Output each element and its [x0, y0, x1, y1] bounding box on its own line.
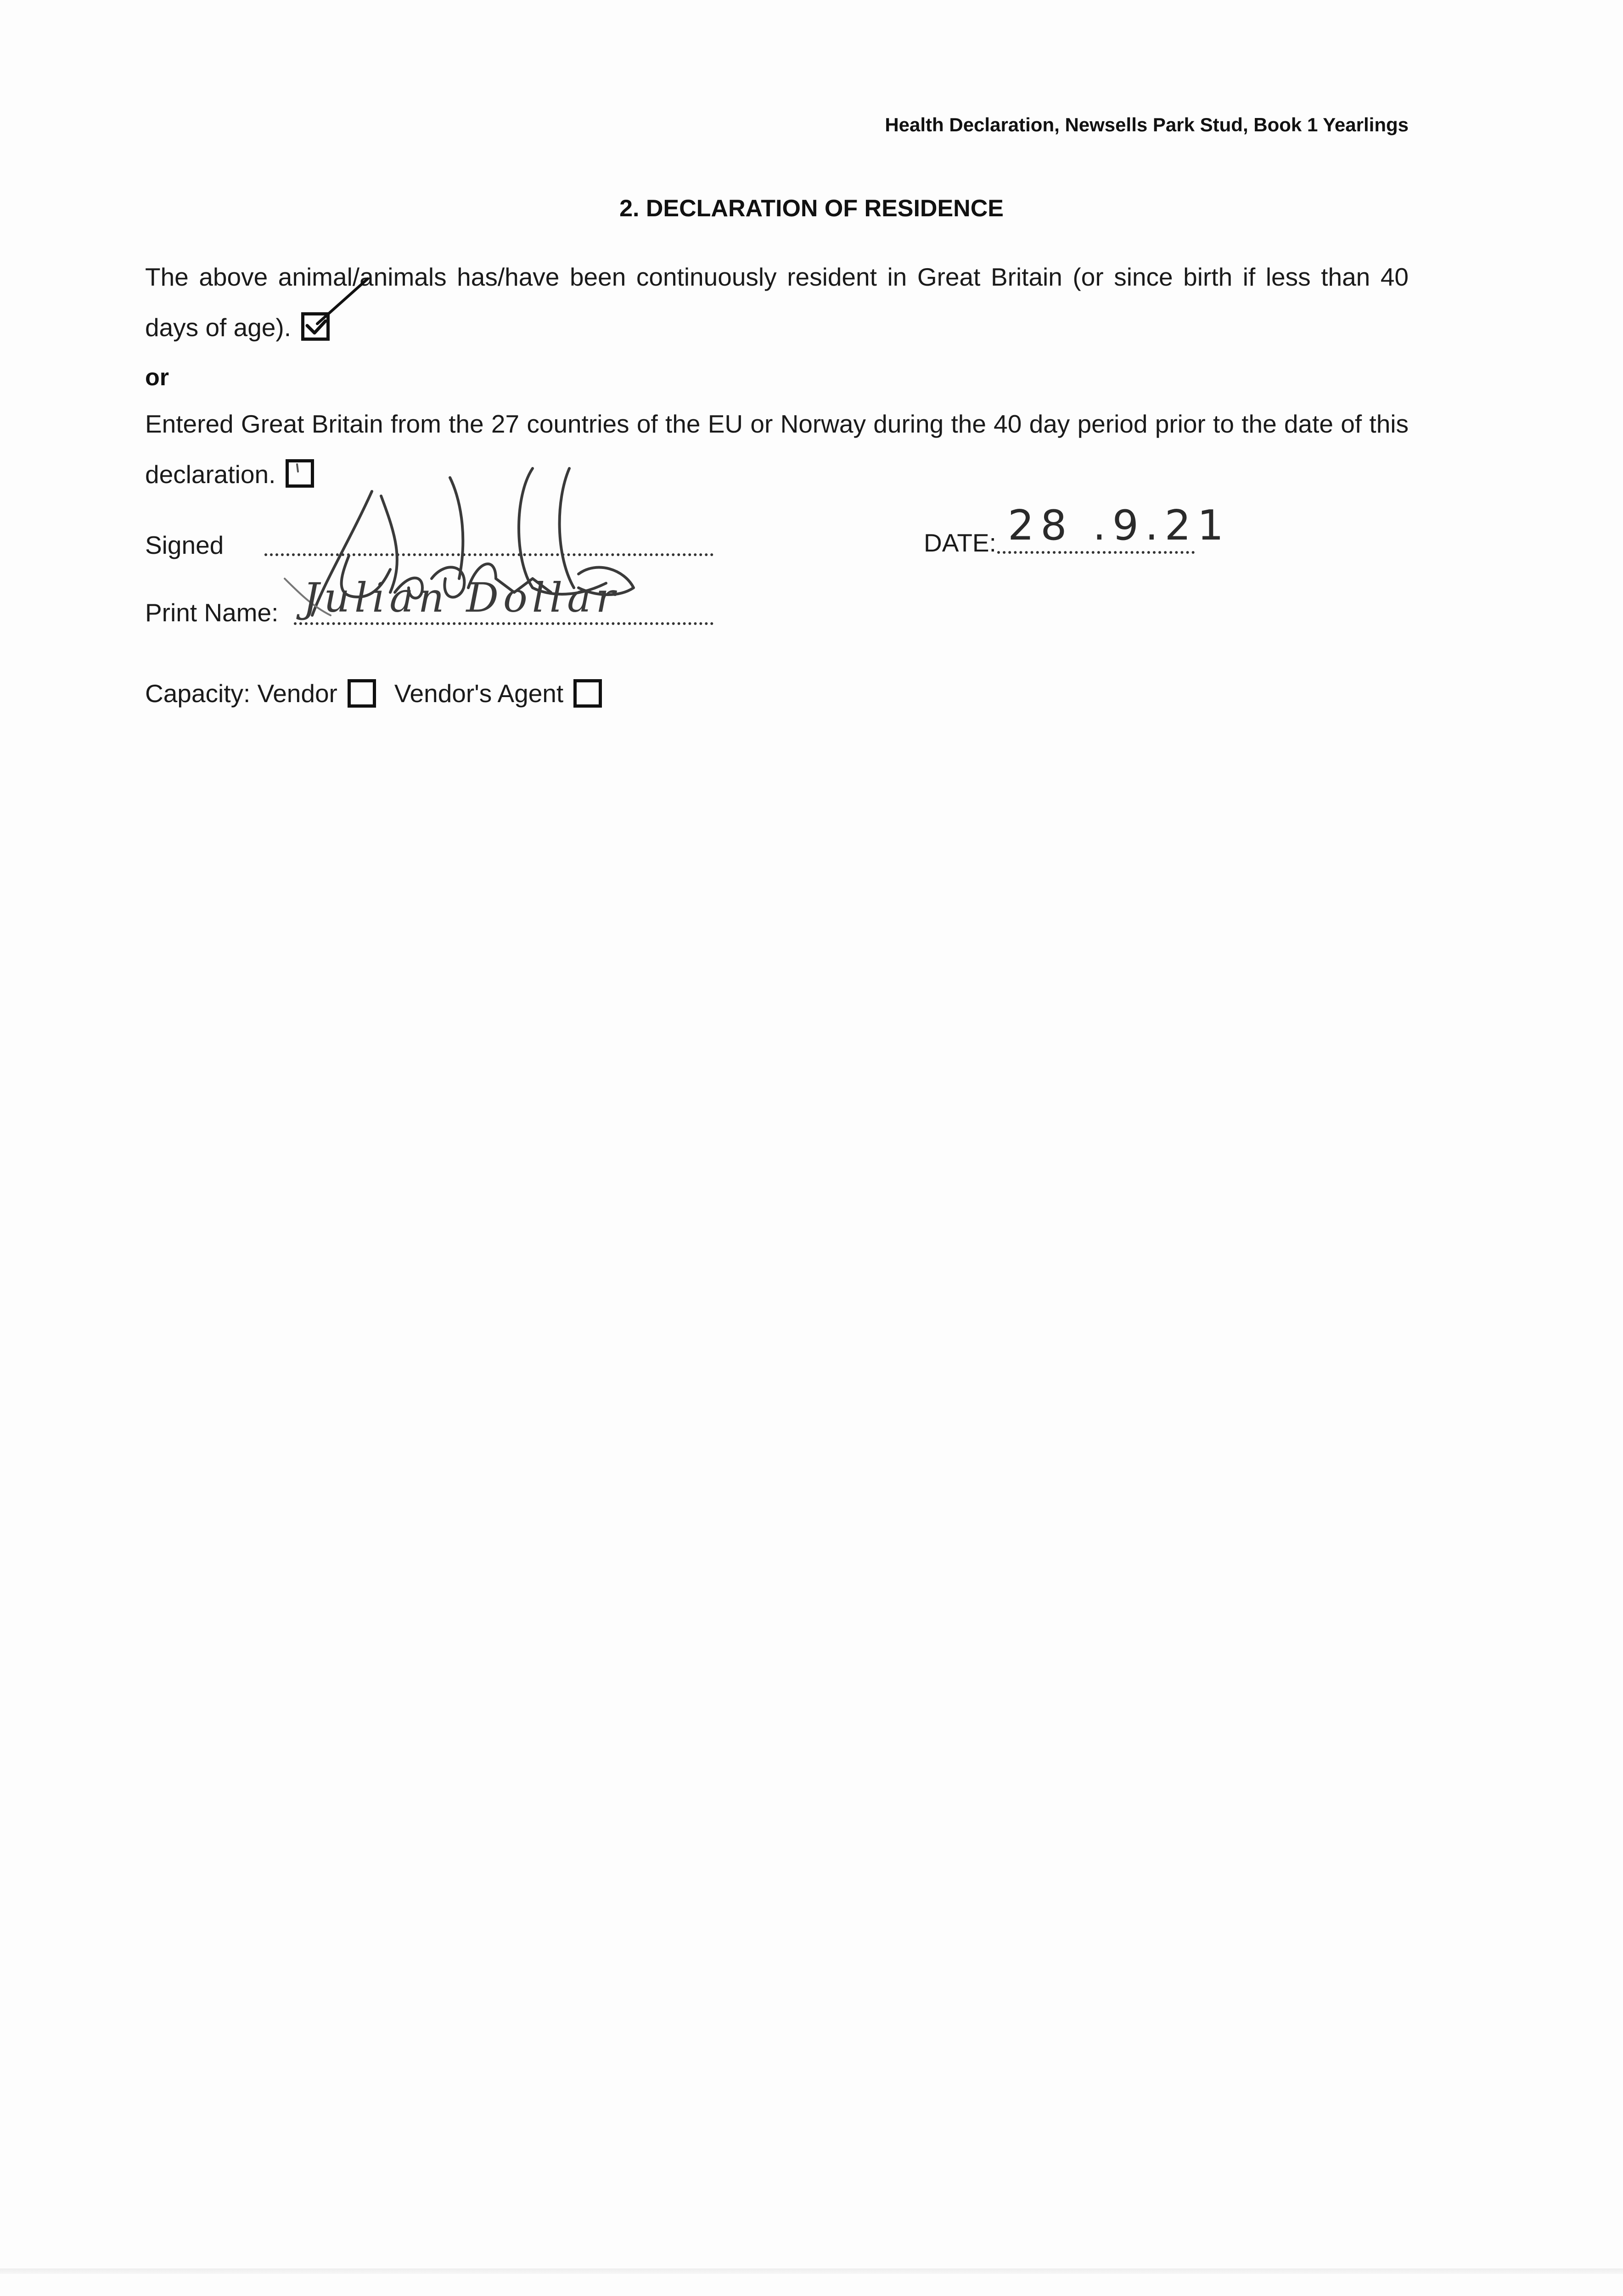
print-name-line[interactable]: [294, 622, 713, 625]
date-value: 28 .9.21: [1008, 501, 1230, 550]
tick-mark-icon: [299, 288, 354, 343]
residence-option-1-checkbox[interactable]: [301, 312, 330, 341]
residence-option-1-text: The above animal/animals has/have been continuously resident in Great Britain (or since birth if less than 40 days of age).: [145, 263, 1409, 342]
capacity-vendor-label: Capacity: Vendor: [145, 679, 337, 708]
vendor-agent-checkbox[interactable]: [573, 679, 602, 708]
date-line[interactable]: [997, 551, 1195, 554]
print-name-value: Julian Dollar: [303, 574, 620, 621]
print-name-label: Print Name:: [145, 598, 279, 627]
capacity-row: [145, 679, 620, 708]
signed-label: Signed: [145, 531, 224, 559]
residence-option-1: [145, 252, 1409, 353]
or-separator: or: [145, 364, 169, 391]
page-header: Health Declaration, Newsells Park Stud, Book 1 Yearlings: [885, 114, 1409, 135]
scan-edge: [0, 2268, 1623, 2274]
capacity-agent-label: Vendor's Agent: [394, 679, 564, 708]
residence-option-2-text: Entered Great Britain from the 27 countries of the EU or Norway during the 40 day period prior to the date of this declaration.: [145, 410, 1409, 489]
section-title: 2. DECLARATION OF RESIDENCE: [619, 195, 1004, 222]
vendor-checkbox[interactable]: [348, 679, 376, 708]
date-label: DATE:: [924, 529, 996, 557]
